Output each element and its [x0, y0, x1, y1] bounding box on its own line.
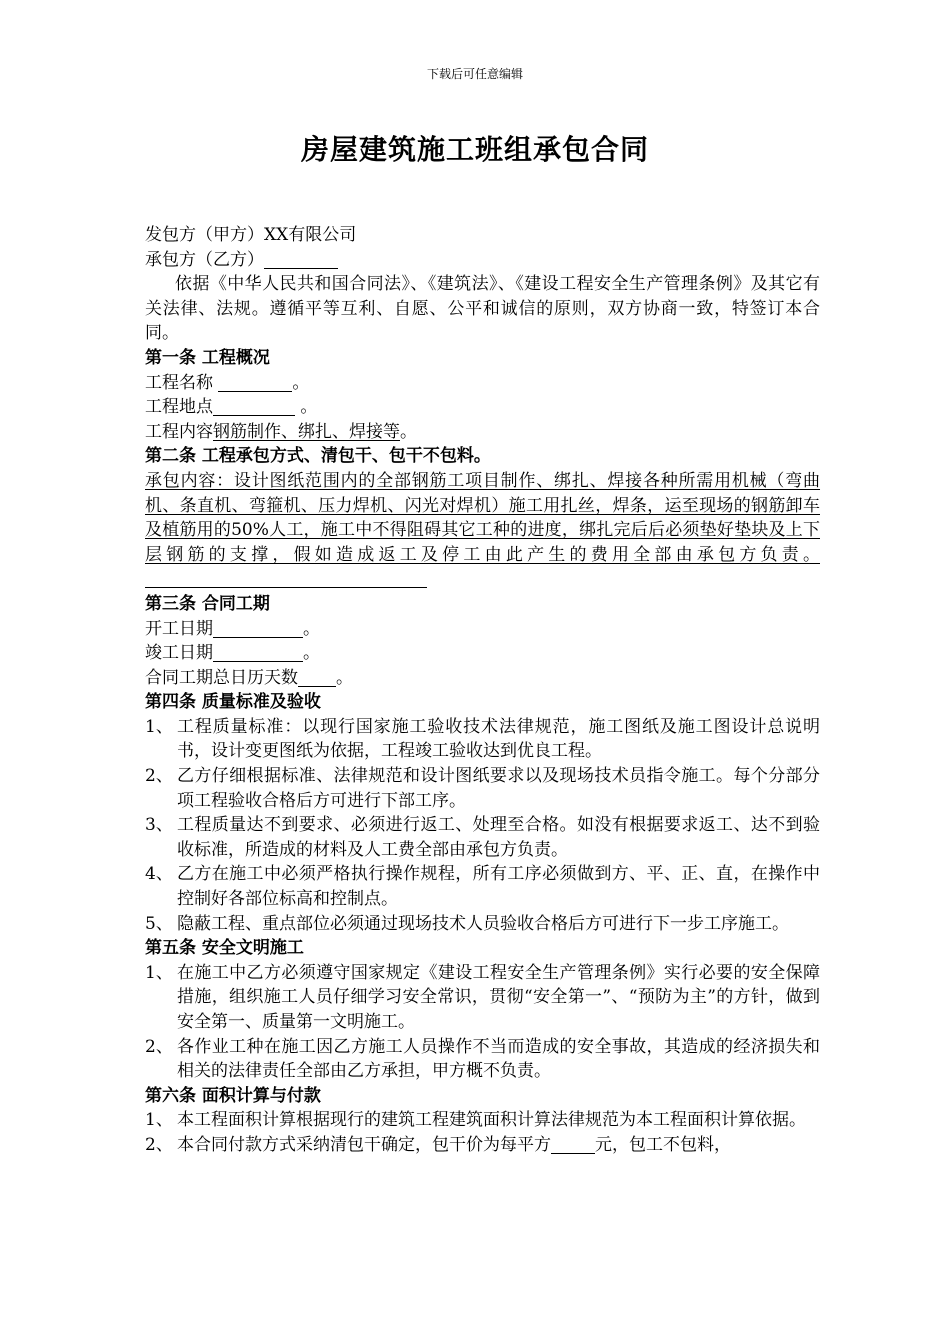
start-date-label: 开工日期 — [145, 618, 213, 639]
quality-item-1-text: 工程质量标准：以现行国家施工验收技术法律规范，施工图纸及施工图设计总说明书，设计变更图纸为依据，工程竣工验收达到优良工程。 — [177, 716, 820, 762]
project-name-line — [145, 371, 820, 396]
start-date-period: 。 — [303, 618, 320, 639]
payment-item-2-after: 元，包工不包料， — [595, 1134, 731, 1155]
section-5-heading: 第五条 安全文明施工 — [145, 938, 304, 959]
project-location-blank[interactable] — [213, 397, 295, 416]
safety-item-1-text: 在施工中乙方必须遵守国家规定《建设工程安全生产管理条例》实行必要的安全保障措施，组织施工人员仔细学习安全常识，贯彻“安全第一”、“预防为主”的方针，做到安全第一、质量第一文明施工。 — [177, 962, 820, 1032]
section-1-heading: 第一条 工程概况 — [145, 347, 270, 368]
total-days-label: 合同工期总日历天数 — [145, 667, 298, 688]
total-days-blank[interactable] — [298, 668, 336, 687]
safety-item-2 — [145, 1035, 820, 1084]
quality-item-1 — [145, 715, 820, 764]
quality-item-4 — [145, 862, 820, 911]
quality-item-4-num: 4、 — [145, 864, 173, 885]
payment-item-1-num: 1、 — [145, 1110, 173, 1131]
project-content-period: 。 — [400, 421, 417, 442]
contract-scope-text: 设计图纸范围内的全部钢筋工项目制作、绑扎、焊接各种所需用机械（弯曲机、条直机、弯箍机、压力焊机、闪光对焊机）施工用扎丝，焊条，运至现场的钢筋卸车及植筋用的50%人工，施工中不得阻碍其它工种的进度，绑扎完后后必须垫好垫块及上下层钢筋的支撑，假如造成返工及停工由此产生的费用全部由承包方负责。 — [145, 470, 821, 565]
end-date-period: 。 — [303, 643, 320, 664]
quality-item-2 — [145, 764, 820, 813]
quality-item-5-num: 5、 — [145, 913, 173, 934]
quality-item-5-text: 隐蔽工程、重点部位必须通过现场技术人员验收合格后方可进行下一步工序施工。 — [177, 913, 789, 934]
party-b-label: 承包方（乙方） — [145, 249, 264, 270]
section-6-heading: 第六条 面积计算与付款 — [145, 1085, 321, 1106]
contract-body — [145, 223, 820, 1158]
document-title: 房屋建筑施工班组承包合同 — [300, 133, 649, 166]
payment-item-1-text: 本工程面积计算根据现行的建筑工程建筑面积计算法律规范为本工程面积计算依据。 — [177, 1110, 806, 1131]
project-content-value: 钢筋制作、绑扎、焊接等 — [213, 421, 400, 442]
project-name-period: 。 — [292, 372, 310, 393]
quality-item-3-text: 工程质量达不到要求、必须进行返工、处理至合格。如没有根据要求返工、达不到验收标准，所造成的材料及人工费全部由承包方负责。 — [177, 815, 820, 860]
header-note: 下载后可任意编辑 — [426, 67, 523, 81]
payment-item-2 — [145, 1133, 820, 1158]
contract-scope-tail-underline — [145, 569, 427, 588]
start-date-blank[interactable] — [213, 619, 303, 638]
total-days-period: 。 — [336, 667, 353, 688]
project-content-line — [145, 420, 820, 445]
safety-item-2-text: 各作业工种在施工因乙方施工人员操作不当而造成的安全事故，其造成的经济损失和相关的法律责任全部由乙方承担，甲方概不负责。 — [177, 1036, 820, 1082]
contract-scope-paragraph — [145, 469, 820, 592]
project-location-label: 工程地点 — [145, 397, 213, 418]
quality-item-3-num: 3、 — [145, 815, 173, 836]
payment-item-1 — [145, 1108, 820, 1133]
preamble-paragraph: 依据《中华人民共和国合同法》、《建筑法》、《建设工程安全生产管理条例》及其它有关法律、法规。遵循平等互利、自愿、公平和诚信的原则，双方协商一致，特签订本合同。 — [145, 274, 820, 344]
contract-scope-label: 承包内容： — [145, 470, 234, 491]
project-name-label: 工程名称 — [145, 372, 213, 393]
section-2-heading: 第二条 工程承包方式、清包干、包干不包料。 — [145, 446, 491, 467]
party-b-line — [145, 248, 820, 273]
end-date-line — [145, 641, 820, 666]
project-content-label: 工程内容 — [145, 421, 213, 442]
end-date-blank[interactable] — [213, 643, 303, 662]
party-a-line: 发包方（甲方）XX有限公司 — [145, 225, 357, 245]
end-date-label: 竣工日期 — [145, 643, 213, 664]
safety-item-1-num: 1、 — [145, 962, 173, 983]
quality-item-1-num: 1、 — [145, 716, 173, 737]
quality-item-2-num: 2、 — [145, 766, 173, 787]
quality-item-3 — [145, 813, 820, 862]
unit-price-blank[interactable] — [551, 1135, 595, 1154]
payment-item-2-before: 本合同付款方式采纳清包干确定，包干价为每平方 — [177, 1134, 551, 1155]
quality-item-2-text: 乙方仔细根据标准、法律规范和设计图纸要求以及现场技术员指令施工。每个分部分项工程验收合格后方可进行下部工序。 — [177, 766, 820, 811]
payment-item-2-num: 2、 — [145, 1134, 173, 1155]
section-4-heading: 第四条 质量标准及验收 — [145, 692, 321, 713]
quality-item-5 — [145, 912, 820, 937]
payment-item-2-text — [177, 1133, 820, 1158]
safety-item-1 — [145, 961, 820, 1035]
project-name-blank[interactable] — [218, 373, 292, 392]
party-b-blank[interactable] — [264, 250, 338, 269]
safety-item-2-num: 2、 — [145, 1036, 173, 1057]
quality-item-4-text: 乙方在施工中必须严格执行操作规程，所有工序必须做到方、平、正、直，在操作中控制好各部位标高和控制点。 — [177, 864, 820, 910]
total-days-line — [145, 666, 820, 691]
project-location-period: 。 — [300, 397, 318, 418]
project-location-line — [145, 395, 820, 420]
start-date-line — [145, 617, 820, 642]
section-3-heading: 第三条 合同工期 — [145, 593, 270, 614]
